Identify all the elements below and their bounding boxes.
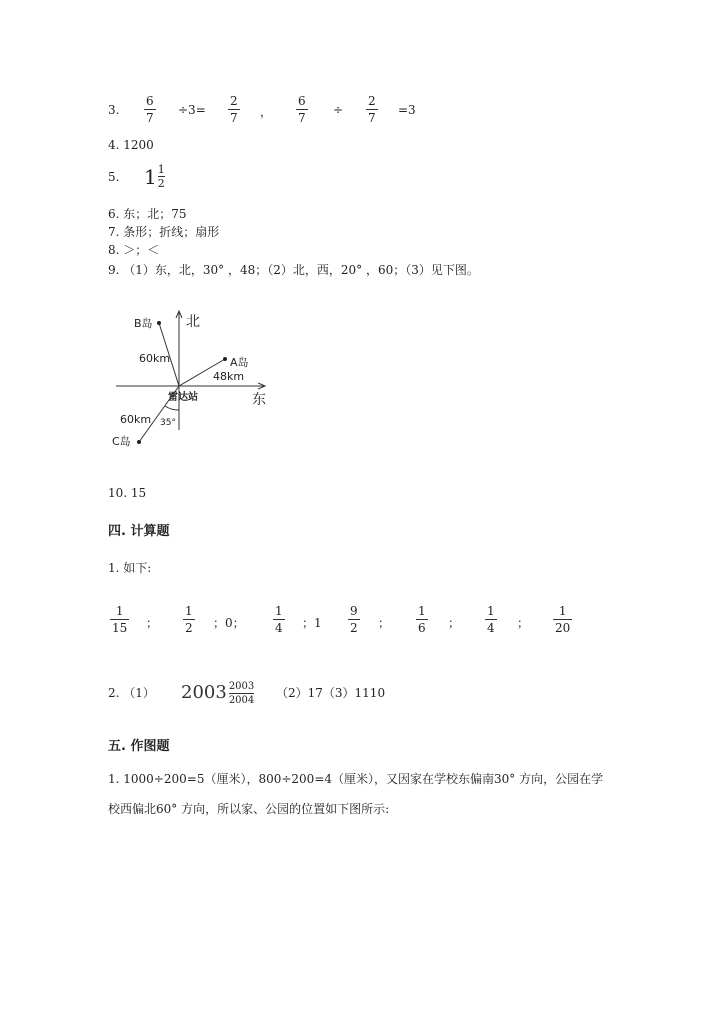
denominator: 7 [146, 111, 154, 125]
q3-label: 3. [108, 103, 120, 117]
fraction-bar [485, 619, 497, 620]
calc1-separator: ； [517, 616, 530, 630]
a-island-point [223, 357, 227, 361]
q8-answer: 8. ＞；＜ [108, 243, 160, 257]
a-distance-label: 48km [213, 370, 245, 383]
denominator: 20 [555, 621, 571, 635]
denominator: 2 [350, 621, 358, 635]
c-island-point [137, 440, 141, 444]
calc1-separator: ；0； [213, 616, 245, 630]
calc1-fraction-6 [485, 604, 497, 635]
fraction-part [229, 681, 254, 706]
calc2-mixed-number [181, 679, 254, 707]
b-island-label: B岛 [134, 317, 153, 330]
q4-answer: 4. 1200 [108, 138, 154, 152]
calc1-separator: ； [448, 616, 461, 630]
denominator: 4 [275, 621, 283, 635]
denominator: 6 [418, 621, 426, 635]
numerator: 1 [558, 604, 567, 618]
numerator: 1 [487, 604, 495, 618]
calc1-label: 1. 如下: [108, 561, 152, 575]
b-island-point [157, 321, 161, 325]
q5-label: 5. [108, 170, 120, 184]
denominator: 4 [487, 621, 495, 635]
denominator: 7 [230, 111, 238, 125]
calc1-separator: ；1 [302, 616, 322, 630]
q3-operator-2: ÷ [333, 103, 344, 117]
calc1-fraction-7 [553, 604, 572, 635]
q6-answer: 6. 东；北；75 [108, 207, 187, 221]
calc2-label: 2. （1） [108, 686, 155, 700]
a-island-label: A岛 [230, 356, 249, 369]
center-label: 雷达站 [168, 392, 198, 403]
b-distance-label: 60km [139, 352, 171, 365]
calc1-fraction-2 [183, 604, 195, 635]
numerator: 2 [230, 94, 238, 108]
calc1-fraction-5 [416, 604, 428, 635]
c-distance-label: 60km [120, 413, 152, 426]
whole-part: 1 [144, 164, 157, 189]
fraction-bar [110, 619, 129, 620]
fraction-bar [183, 619, 195, 620]
whole-part: 2003 [181, 682, 227, 703]
calc1-fraction-4 [348, 604, 360, 635]
section-5-heading: 五. 作图题 [108, 739, 170, 754]
q3-result: =3 [398, 103, 416, 117]
denominator: 2 [157, 177, 165, 190]
q3-operator-1: ÷3= [178, 103, 206, 117]
east-label: 东 [252, 392, 266, 408]
calc1-fraction-1 [110, 604, 129, 635]
draw1-paragraph: 1. 1000÷200=5（厘米），800÷200=4（厘米），又因家在学校东偏南30° 方向，公园在学校西偏北60° 方向，所以家、公园的位置如下图所示: [108, 772, 604, 816]
q7-answer: 7. 条形；折线；扇形 [108, 225, 220, 239]
numerator: 1 [275, 604, 283, 618]
fraction-bar [553, 619, 572, 620]
calc1-separator: ； [378, 616, 391, 630]
fraction-bar [416, 619, 428, 620]
denominator: 7 [368, 111, 376, 125]
numerator: 6 [298, 94, 306, 108]
c-angle-label: 35° [160, 418, 176, 428]
fraction-bar [348, 619, 360, 620]
north-label: 北 [186, 314, 200, 330]
q10-answer: 10. 15 [108, 486, 147, 500]
numerator: 1 [157, 163, 165, 176]
c-angle-arc [165, 406, 179, 410]
numerator: 9 [350, 604, 358, 618]
calc1-separator: ； [146, 616, 159, 630]
section-4-heading: 四. 计算题 [108, 524, 170, 539]
numerator: 1 [185, 604, 193, 618]
denominator: 15 [112, 621, 128, 635]
fraction-bar [229, 693, 254, 694]
fraction-bar [273, 619, 285, 620]
q3-separator: ， [260, 105, 273, 119]
calc2-rest: （2）17（3）1110 [276, 686, 386, 700]
q9-answer: 9. （1）东，北，30° ，48；（2）北，西，20° ，60；（3）见下图。 [108, 263, 479, 277]
numerator: 6 [146, 94, 154, 108]
denominator: 7 [298, 111, 306, 125]
denominator: 2004 [228, 694, 255, 706]
numerator: 2 [368, 94, 376, 108]
calc1-fraction-3 [273, 604, 285, 635]
numerator: 1 [115, 604, 124, 618]
numerator: 2003 [228, 680, 255, 692]
denominator: 2 [185, 621, 193, 635]
numerator: 1 [418, 604, 426, 618]
c-island-label: C岛 [112, 435, 131, 448]
